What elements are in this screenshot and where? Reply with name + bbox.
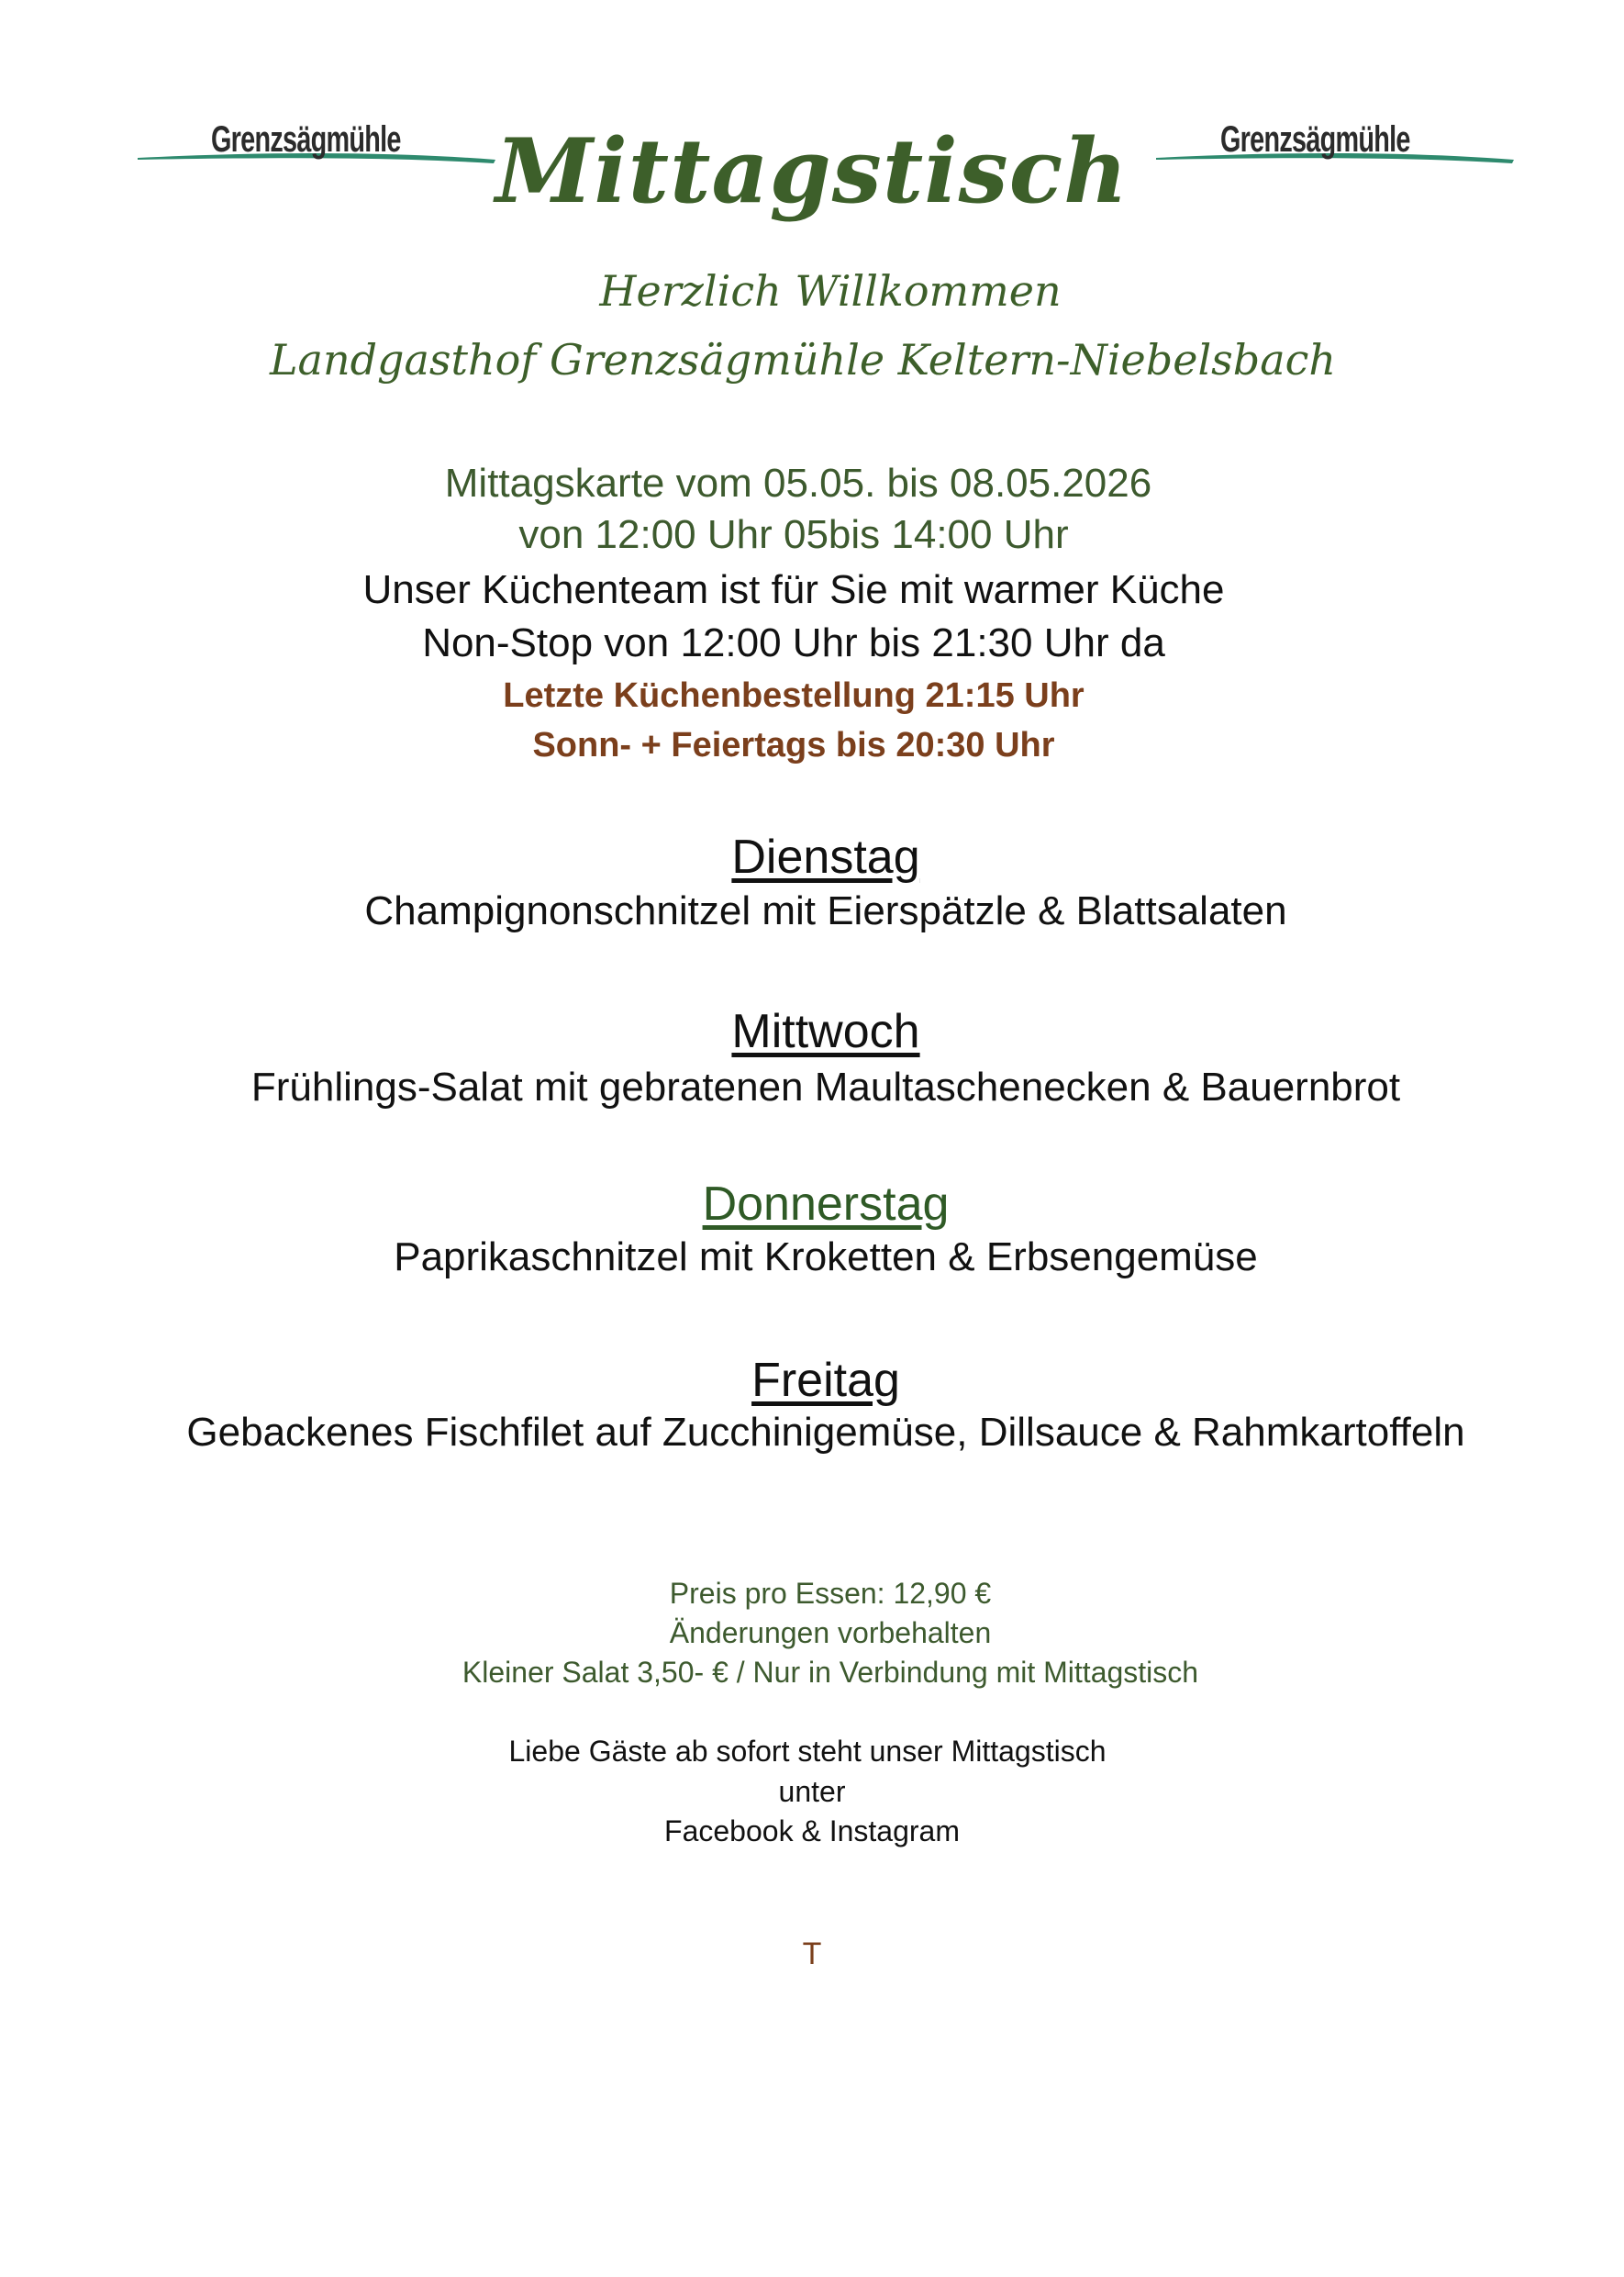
dish-tuesday: Champignonschnitzel mit Eierspätzle & Blattsalaten	[364, 888, 1287, 933]
dish-friday: Gebackenes Fischfilet auf Zucchinigemüse, Dillsauce & Rahmkartoffeln	[186, 1410, 1465, 1455]
price: Preis pro Essen: 12,90 €	[669, 1577, 992, 1610]
footer-mark: T	[802, 1937, 822, 1971]
info-hours: von 12:00 Uhr 05bis 14:00 Uhr	[518, 512, 1069, 557]
page-title: Mittagstisch	[495, 119, 1129, 223]
social-line1: Liebe Gäste ab sofort steht unser Mittagstisch	[508, 1735, 1107, 1768]
info-nonstop: Non-Stop von 12:00 Uhr bis 21:30 Uhr da	[422, 620, 1165, 665]
day-tuesday: Dienstag	[731, 831, 920, 884]
logo-text-left: Grenzsägmühle	[211, 119, 401, 160]
salad-price: Kleiner Salat 3,50- € / Nur in Verbindung mit Mittagstisch	[462, 1656, 1199, 1689]
greeting: Herzlich Willkommen	[599, 266, 1062, 316]
logo-text-right: Grenzsägmühle	[1220, 119, 1410, 160]
restaurant-name: Landgasthof Grenzsägmühle Keltern-Niebelsbach	[269, 335, 1337, 385]
day-thursday: Donnerstag	[702, 1178, 950, 1231]
info-holiday: Sonn- + Feiertags bis 20:30 Uhr	[532, 726, 1055, 765]
info-last-order: Letzte Küchenbestellung 21:15 Uhr	[503, 676, 1085, 715]
info-kitchen: Unser Küchenteam ist für Sie mit warmer Küche	[362, 567, 1225, 612]
social-line2: unter	[778, 1775, 846, 1808]
dish-wednesday: Frühlings-Salat mit gebratenen Maultaschenecken & Bauernbrot	[250, 1065, 1401, 1110]
day-friday: Freitag	[751, 1354, 900, 1407]
changes-note: Änderungen vorbehalten	[669, 1616, 992, 1649]
info-dates: Mittagskarte vom 05.05. bis 08.05.2026	[444, 461, 1152, 506]
dish-thursday: Paprikaschnitzel mit Kroketten & Erbsengemüse	[394, 1234, 1258, 1279]
social-line3: Facebook & Instagram	[664, 1814, 960, 1847]
day-wednesday: Mittwoch	[731, 1005, 920, 1058]
